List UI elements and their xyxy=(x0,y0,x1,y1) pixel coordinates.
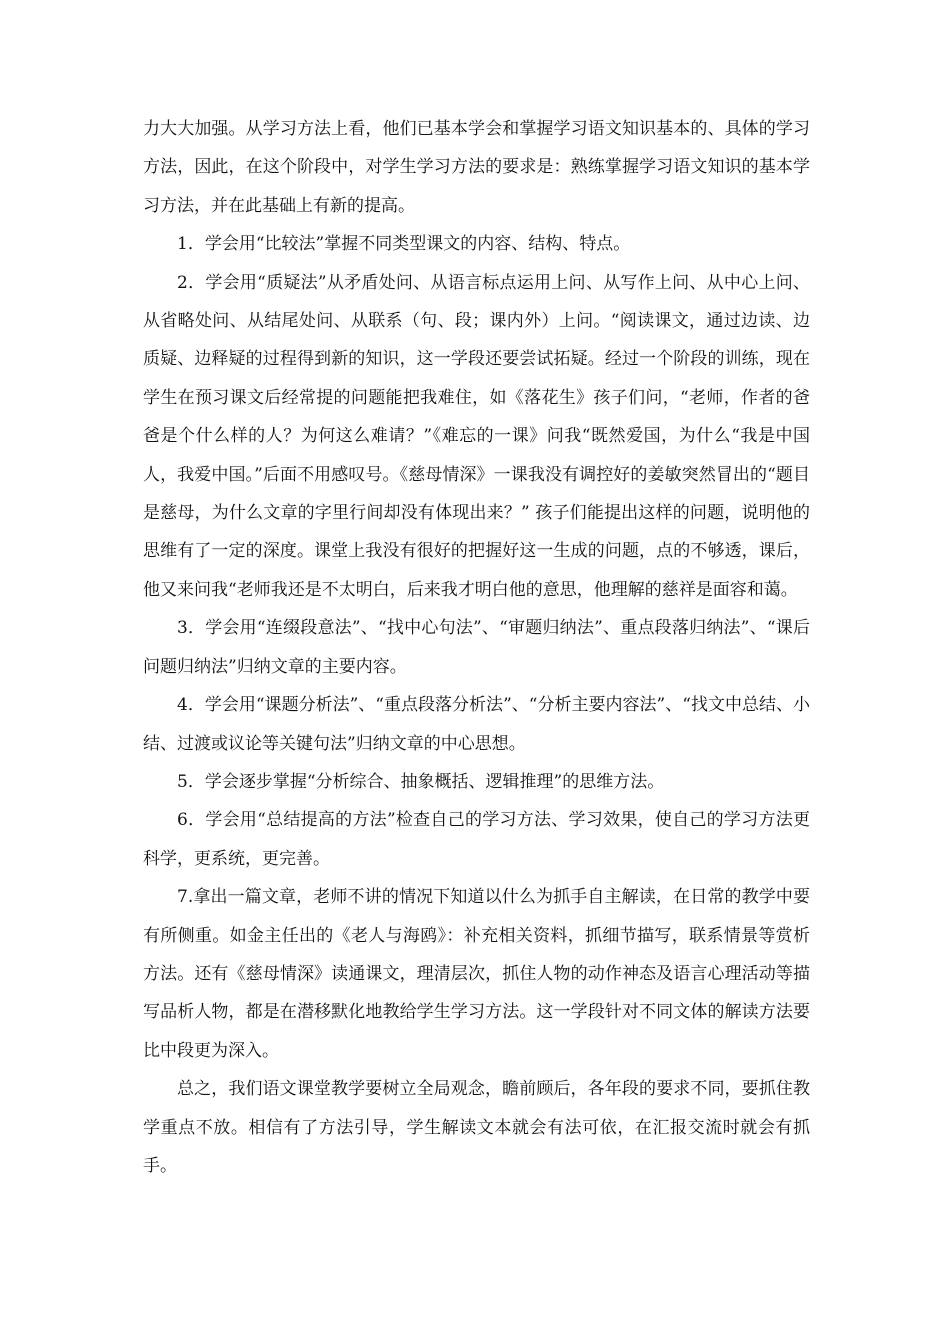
paragraph-item-2: 2．学会用“质疑法”从矛盾处问、从语言标点运用上问、从写作上问、从中心上问、从省略处问、从结尾处问、从联系（句、段；课内外）上问。“阅读课文，通过边读、边质疑、边释疑的过程得到新的知识，这一学段还要尝试拓疑。经过一个阶段的训练，现在学生在预习课文后经常提的问题能把我难住，如《落花生》孩子们问，“老师，作者的爸爸是个什么样的人？为何这么难请？”《难忘的一课》问我“既然爱国，为什么“我是中国人，我爱中国。”后面不用感叹号。《慈母情深》一课我没有调控好的姜敏突然冒出的“题目是慈母，为什么文章的字里行间却没有体现出来？” 孩子们能提出这样的问题，说明他的思维有了一定的深度。课堂上我没有很好的把握好这一生成的问题，点的不够透，课后，他又来问我“老师我还是不太明白，后来我才明白他的意思，他理解的慈祥是面容和蔼。 xyxy=(143,272,810,600)
paragraph-item-4: 4．学会用“课题分析法”、“重点段落分析法”、“分析主要内容法”、“找文中总结、小结、过渡或议论等关键句法”归纳文章的中心思想。 xyxy=(143,695,810,754)
paragraph-item-6: 6．学会用“总结提高的方法”检查自己的学习方法、学习效果，使自己的学习方法更科学，更系统，更完善。 xyxy=(143,810,810,869)
paragraph-item-1: 1．学会用“比较法”掌握不同类型课文的内容、结构、特点。 xyxy=(177,234,631,255)
document-body xyxy=(143,110,810,1185)
paragraph-item-3: 3．学会用“连缀段意法”、“找中心句法”、“审题归纳法”、重点段落归纳法”、“课后问题归纳法”归纳文章的主要内容。 xyxy=(143,618,810,677)
paragraph-item-5: 5．学会逐步掌握“分析综合、抽象概括、逻辑推理”的思维方法。 xyxy=(177,771,665,792)
paragraph-summary: 总之，我们语文课堂教学要树立全局观念，瞻前顾后，各年段的要求不同，要抓住教学重点不放。相信有了方法引导，学生解读文本就会有法可依，在汇报交流时就会有抓手。 xyxy=(143,1079,810,1176)
paragraph-continuation: 力大大加强。从学习方法上看，他们已基本学会和掌握学习语文知识基本的、具体的学习方法，因此，在这个阶段中，对学生学习方法的要求是：熟练掌握学习语文知识的基本学习方法，并在此基础上有新的提高。 xyxy=(143,119,810,216)
paragraph-item-7: 7.拿出一篇文章，老师不讲的情况下知道以什么为抓手自主解读，在日常的教学中要有所侧重。如金主任出的《老人与海鸥》：补充相关资料，抓细节描写，联系情景等赏析方法。还有《慈母情深》读通课文，理清层次，抓住人物的动作神态及语言心理活动等描写品析人物，都是在潜移默化地教给学生学习方法。这一学段针对不同文体的解读方法要比中段更为深入。 xyxy=(143,887,810,1061)
